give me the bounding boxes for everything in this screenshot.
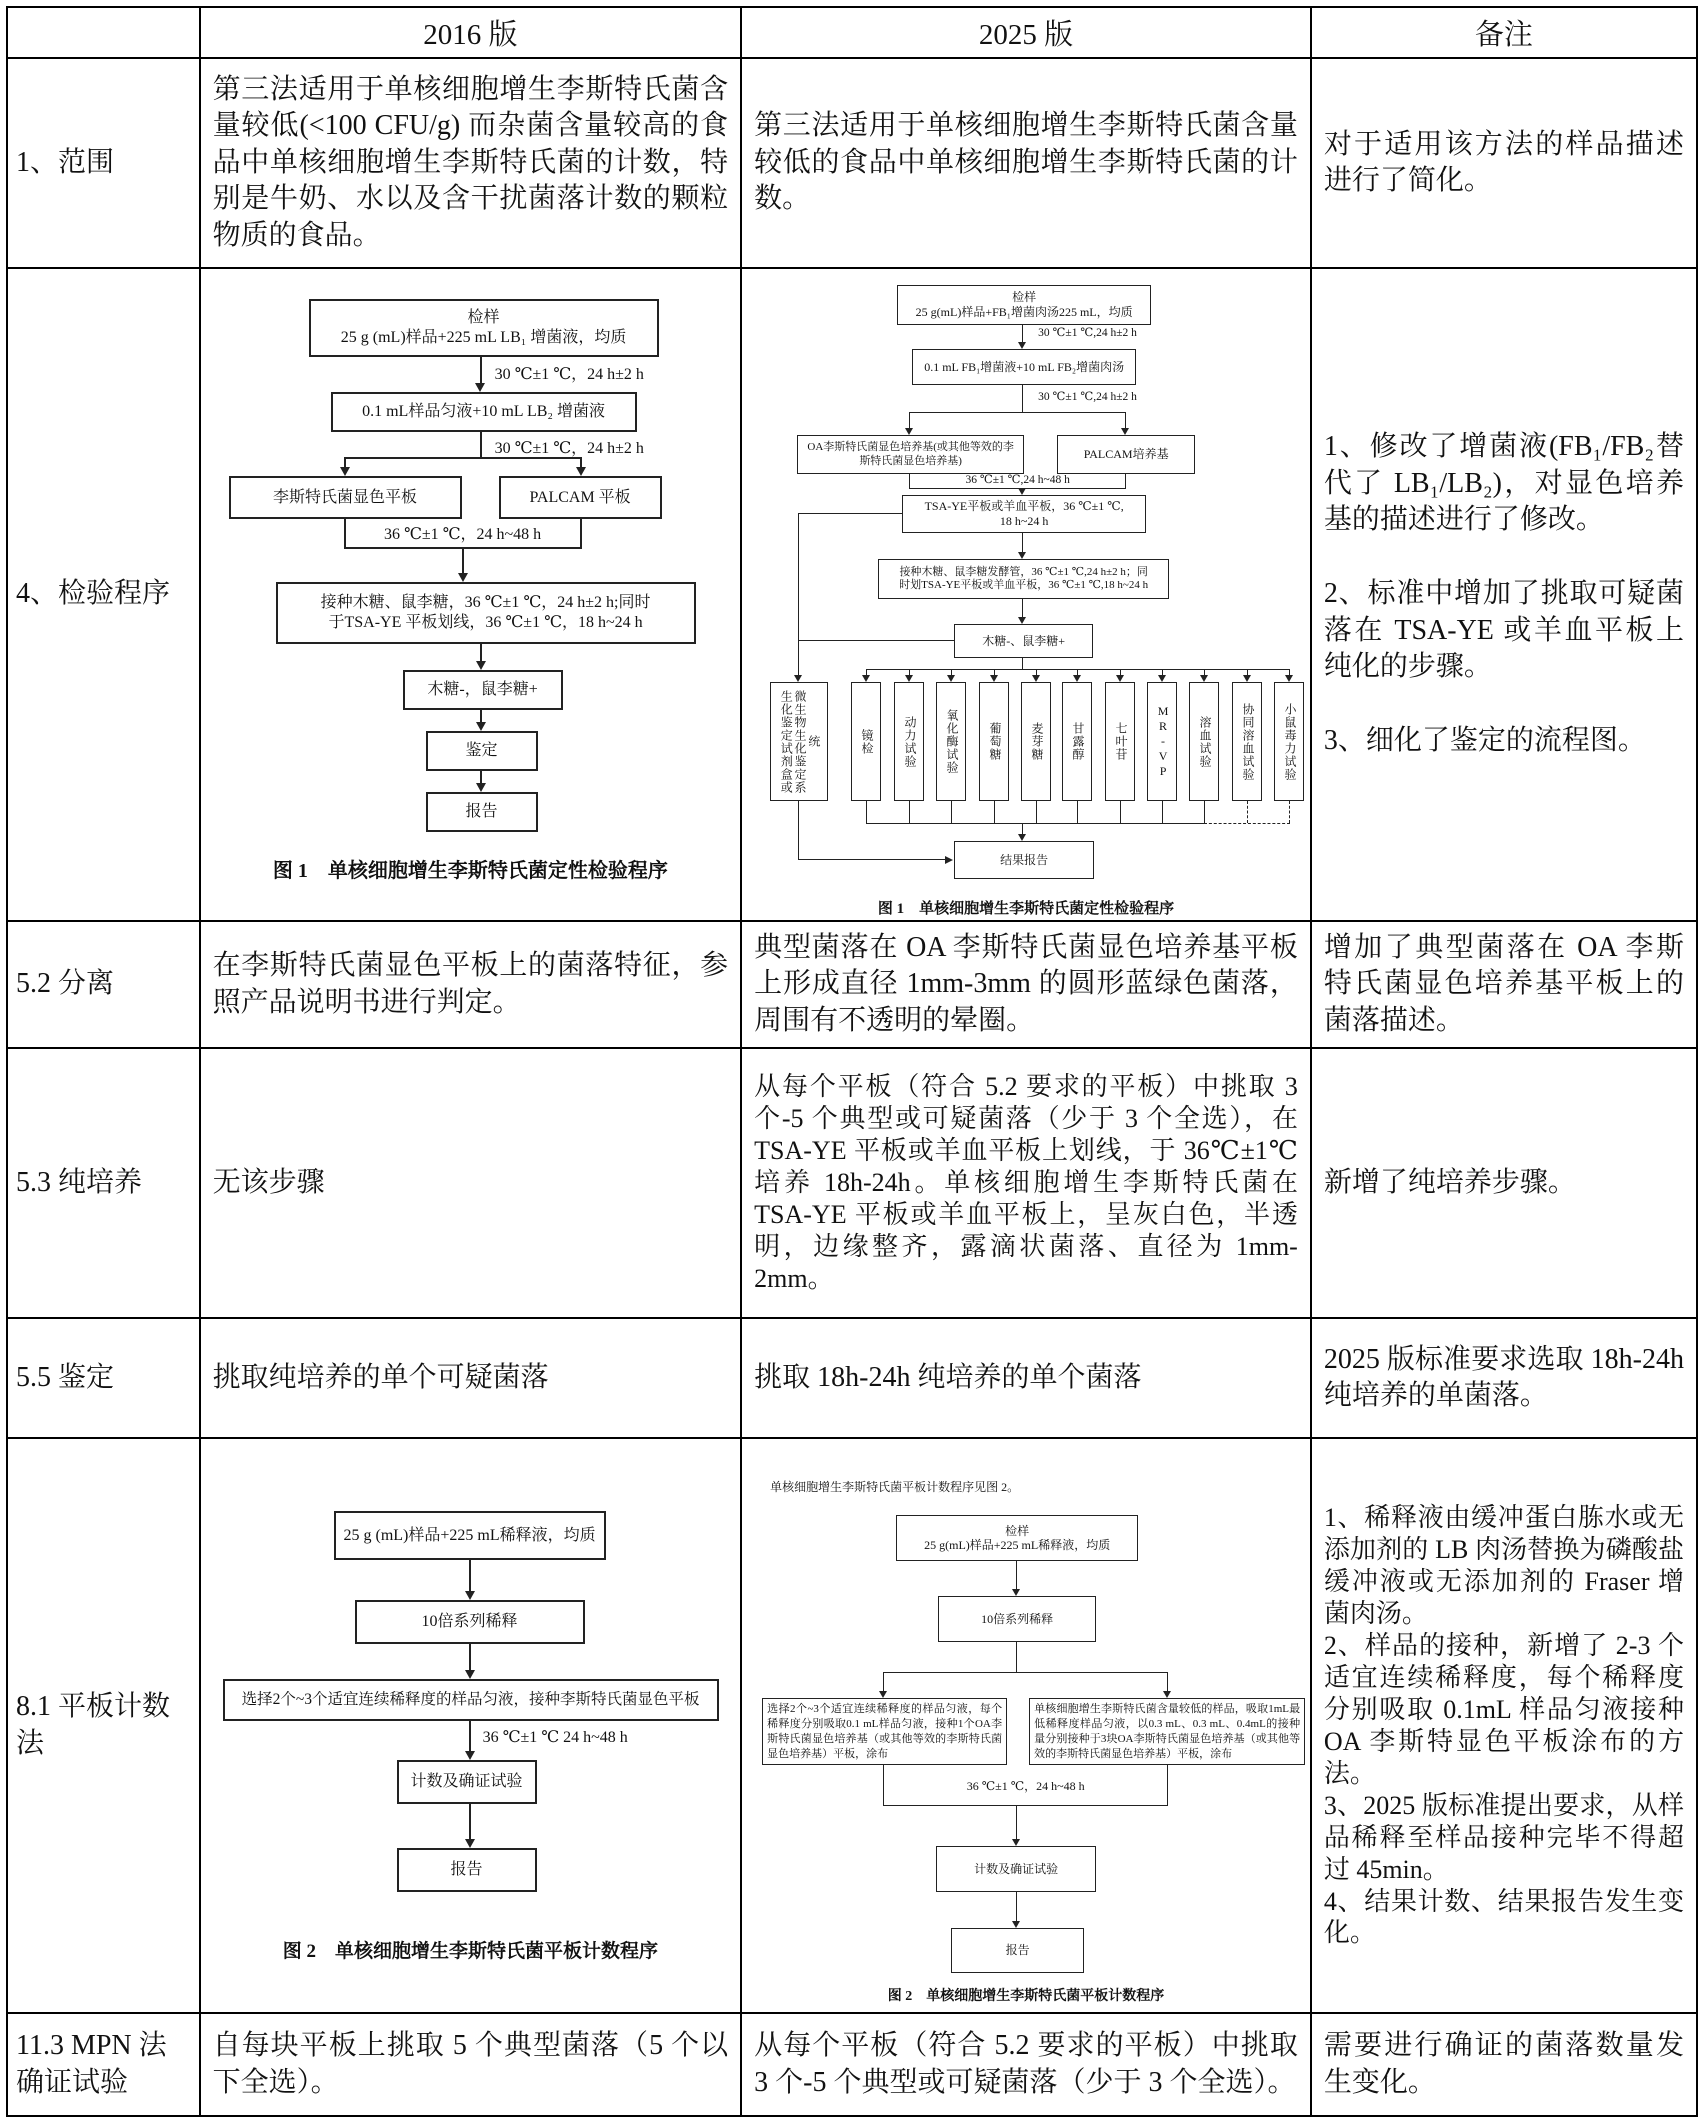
flow-connector	[1018, 617, 1026, 624]
flow-condition-label: 30 ℃±1 ℃，24 h±2 h	[494, 366, 644, 383]
flow-connector	[576, 467, 586, 476]
flow-connector	[465, 1591, 475, 1600]
flow-connector	[1163, 1691, 1171, 1698]
flow-connector	[1073, 675, 1081, 682]
flow-box-test: 麦芽糖	[1021, 682, 1051, 801]
flow-connector	[883, 1672, 884, 1691]
flow-connector	[1018, 834, 1026, 841]
flow-box-test: 协同溶血试验	[1232, 682, 1262, 801]
procedure-note-1: 1、修改了增菌液(FB₁/FB₂替代了 LB₁/LB₂)，对显色培养基的描述进行了修改。	[1323, 431, 1684, 535]
flow-connector	[1022, 385, 1023, 412]
flow-connector	[476, 661, 486, 670]
flow-connector	[1200, 675, 1208, 682]
flow-box-test: 小鼠毒力试验	[1274, 682, 1304, 801]
flow-condition-label: 36 ℃±1 ℃,24 h~48 h	[965, 474, 1070, 486]
flow-box-sugar-result: 木糖-，鼠李糖+	[403, 670, 563, 710]
scope-2016-text: 第三法适用于单核细胞增生李斯特氏菌含量较低(<100 CFU/g) 而杂菌含量较高的食品中单核细胞增生李斯特氏菌的计数，特别是牛奶、水以及含干扰菌落计数的颗粒物质的食品。	[200, 58, 742, 268]
flow-connector	[1012, 1839, 1020, 1846]
flow-connector	[1012, 1589, 1020, 1596]
flow-box-normal-inoculation: 选择2个~3个适宜连续稀释度的样品匀液，每个稀释度分别吸取0.1 mL样品匀液，接种1个OA李斯特氏菌显色培养基（或其他等效的李斯特氏菌显色培养基）平板，涂布	[762, 1698, 1007, 1765]
flow-connector	[1077, 801, 1078, 823]
figure2-2016-caption: 图 2 单核细胞增生李斯特氏菌平板计数程序	[282, 1941, 658, 1963]
flow-connector	[1016, 1805, 1017, 1839]
separation-2016-text: 在李斯特氏菌显色平板上的菌落特征，参照产品说明书进行判定。	[200, 921, 742, 1048]
procedure-note-text	[1311, 268, 1697, 921]
flow-box-report: 报告	[397, 1848, 537, 1892]
flow-connector	[990, 675, 998, 682]
pure-culture-2025-text: 从每个平板（符合 5.2 要求的平板）中挑取 3 个-5 个典型或可疑菌落（少于 3 个全选），在 TSA-YE 平板或羊血平板上划线，于 36℃±1℃培养 18h-24h。单核细胞增生李斯特氏菌在 TSA-YE 平板或羊血平板上，呈灰白色，半透明，边缘整齐，露滴状菌落、直径为 1mm-2mm。	[741, 1048, 1311, 1318]
flow-connector	[1018, 552, 1026, 559]
flow-box-oa-chromogenic: OA李斯特氏菌显色培养基(或其他等效的李斯特氏菌显色培养基)	[797, 435, 1024, 474]
col-header-2025: 2025 版	[741, 7, 1311, 58]
flow-box-count-confirm: 计数及确证试验	[936, 1846, 1096, 1892]
pure-culture-2016-text: 无该步骤	[200, 1048, 742, 1318]
flow-condition-label: 30 ℃±1 ℃,24 h±2 h	[1038, 391, 1137, 403]
flow-connector	[458, 573, 468, 582]
flow-connector	[476, 722, 486, 731]
plate-count-note-4: 4、结果计数、结果报告发生变化。	[1323, 1886, 1684, 1948]
flow-connector	[465, 1751, 475, 1760]
flow-connector	[1125, 412, 1126, 428]
procedure-note-3: 3、细化了鉴定的流程图。	[1323, 725, 1646, 757]
flow-connector	[1012, 1921, 1020, 1928]
row-label-mpn: 11.3 MPN 法确证试验	[7, 2013, 200, 2116]
flow-box-secondary-enrichment: 0.1 mL FB₁增菌液+10 mL FB₂增菌肉汤	[912, 349, 1136, 385]
mpn-2025-text: 从每个平板（符合 5.2 要求的平板）中挑取 3 个-5 个典型或可疑菌落（少于 3 个全选）。	[741, 2013, 1311, 2116]
flow-connector	[799, 640, 954, 641]
mpn-note-text: 需要进行确证的菌落数量发生变化。	[1311, 2013, 1697, 2116]
row-label-identification: 5.5 鉴定	[7, 1318, 200, 1438]
flow-box-sample-dilution: 25 g (mL)样品+225 mL稀释液，均质	[334, 1511, 606, 1560]
flow-connector	[340, 467, 350, 476]
flow-connector	[879, 1691, 887, 1698]
scope-note-text: 对于适用该方法的样品描述进行了简化。	[1311, 58, 1697, 268]
flow-connector	[465, 1839, 475, 1848]
flow-connector	[866, 823, 1204, 824]
flow-connector	[344, 457, 582, 459]
figure2-intro-text: 单核细胞增生李斯特氏菌平板计数程序见图 2。	[770, 1480, 1020, 1495]
flow-connector	[1022, 533, 1023, 552]
figure1-2025-caption: 图 1 单核细胞增生李斯特氏菌定性检验程序	[877, 901, 1175, 917]
flow-connector	[866, 801, 867, 823]
flow-connector	[469, 1804, 471, 1839]
flow-connector	[1289, 801, 1290, 823]
flow-connector	[480, 357, 482, 383]
flow-box-biochemical-kit: 生化鉴定试剂盒或微生物生化鉴定系统	[770, 682, 828, 801]
row-label-scope: 1、范围	[7, 58, 200, 268]
flow-connector	[1158, 675, 1166, 682]
flow-connector	[1022, 658, 1023, 669]
flow-connector	[476, 783, 486, 792]
flow-box-inoculate-plates: 选择2个~3个适宜连续稀释度的样品匀液，接种李斯特氏菌显色平板	[223, 1679, 719, 1721]
flow-condition-label: 36 ℃±1 ℃，24 h~48 h	[966, 1779, 1085, 1794]
flow-connector	[1016, 1561, 1017, 1589]
flow-connector	[469, 1721, 471, 1751]
flow-connector	[798, 801, 799, 860]
comparison-table	[6, 6, 1698, 2117]
row-label-separation: 5.2 分离	[7, 921, 200, 1048]
flow-box-serial-dilution: 10倍系列稀释	[355, 1600, 585, 1644]
flow-box-sample-dilution: 检样 25 g(mL)样品+225 mL稀释液，均质	[896, 1515, 1138, 1561]
identification-2025-text: 挑取 18h-24h 纯培养的单个菌落	[741, 1318, 1311, 1438]
flow-connector	[475, 383, 485, 392]
flow-connector	[1016, 1642, 1017, 1672]
flow-box-palcam: PALCAM培养基	[1057, 435, 1195, 474]
flow-connector	[1022, 599, 1023, 617]
flow-connector	[798, 513, 799, 675]
flow-box-result-report: 结果报告	[954, 841, 1094, 879]
flow-connector	[1018, 342, 1026, 349]
flow-connector	[905, 428, 913, 435]
flow-box-sugar-result: 木糖-、鼠李糖+	[954, 624, 1093, 658]
figure1-2016-caption: 图 1 单核细胞增生李斯特氏菌定性检验程序	[272, 860, 668, 882]
flow-box-test: 溶血试验	[1189, 682, 1219, 801]
figure2-2025-caption: 图 2 单核细胞增生李斯特氏菌平板计数程序	[887, 1989, 1165, 2005]
flow-box-serial-dilution: 10倍系列稀释	[938, 1596, 1096, 1642]
corner-cell	[7, 7, 200, 58]
separation-2025-text: 典型菌落在 OA 李斯特氏菌显色培养基平板上形成直径 1mm-3mm 的圆形蓝绿色菌落，周围有不透明的晕圈。	[741, 921, 1311, 1048]
flow-connector	[465, 1670, 475, 1679]
flow-connector	[1022, 325, 1023, 342]
flow-connector	[794, 675, 802, 682]
flow-connector	[994, 801, 995, 823]
flow-connector	[480, 771, 482, 783]
procedure-note-2: 2、标准中增加了挑取可疑菌落在 TSA-YE 或羊血平板上纯化的步骤。	[1323, 578, 1684, 683]
flow-box-test: 氧化酶试验	[936, 682, 966, 801]
flow-box-test: 甘露醇	[1062, 682, 1092, 801]
plate-count-note-text	[1311, 1438, 1697, 2013]
flow-connector	[1016, 1892, 1017, 1921]
flow-connector	[1204, 823, 1290, 824]
scope-2025-text: 第三法适用于单核细胞增生李斯特氏菌含量较低的食品中单核细胞增生李斯特氏菌的计数。	[741, 58, 1311, 268]
flow-connector	[1204, 801, 1205, 823]
flow-connector	[945, 856, 953, 864]
identification-note-text: 2025 版标准要求选取 18h-24h 纯培养的单菌落。	[1311, 1318, 1697, 1438]
flow-condition-label: 30 ℃±1 ℃，24 h±2 h	[494, 440, 644, 457]
flow-connector	[909, 412, 1126, 413]
flow-connector	[1018, 488, 1026, 495]
flow-connector	[1243, 675, 1251, 682]
flow-connector	[1247, 801, 1248, 823]
flow-connector	[480, 432, 482, 457]
flow-connector	[951, 801, 952, 823]
flow-box-chromogenic-plate: 李斯特氏菌显色平板	[229, 476, 462, 519]
flow-box-sample: 检样 25 g(mL)样品+FB₁增菌肉汤225 mL，均质	[897, 285, 1151, 325]
flow-box-tsa-ye-plate: TSA-YE平板或羊血平板，36 ℃±1 ℃, 18 h~24 h	[902, 495, 1146, 533]
plate-count-note-3: 3、2025 版标准提出要求，从样品稀释至样品接种完毕不得超过 45min。	[1323, 1790, 1684, 1884]
flow-connector	[947, 675, 955, 682]
flow-connector	[480, 710, 482, 722]
flow-connector	[1167, 1672, 1168, 1691]
flow-condition-label: 36 ℃±1 ℃ 24 h~48 h	[482, 1729, 628, 1747]
flow-box-low-count-inoculation: 单核细胞增生李斯特氏菌含量较低的样品，吸取1mL最低稀释度样品匀液，以0.3 mL、0.3 mL、0.4mL的接种量分别接种于3块OA李斯特氏菌显色培养基（或其他等效的李斯特氏菌显色培养基）平板，涂布	[1029, 1698, 1305, 1765]
flow-box-report: 报告	[426, 792, 538, 832]
flow-connector	[883, 1805, 1168, 1806]
row-label-pure-culture: 5.3 纯培养	[7, 1048, 200, 1318]
row-label-procedure: 4、检验程序	[7, 268, 200, 921]
flow-connector	[1285, 675, 1293, 682]
plate-count-note-1: 1、稀释液由缓冲蛋白胨水或无添加剂的 LB 肉汤替换为磷酸盐缓冲液或无添加剂的 Fraser 增菌肉汤。	[1323, 1502, 1684, 1628]
col-header-note: 备注	[1311, 7, 1697, 58]
flow-connector	[1022, 823, 1023, 834]
flow-connector	[469, 1644, 471, 1670]
flow-box-sugar-inoculation: 接种木糖、鼠李糖，36 ℃±1 ℃，24 h±2 h;同时 于TSA-YE 平板划线，36 ℃±1 ℃，18 h~24 h	[276, 582, 696, 644]
flow-condition-label: 36 ℃±1 ℃，24 h~48 h	[383, 526, 542, 543]
flow-connector	[1162, 801, 1163, 823]
col-header-2016: 2016 版	[200, 7, 742, 58]
flow-connector	[1032, 675, 1040, 682]
flow-connector	[1120, 801, 1121, 823]
flow-connector	[909, 412, 910, 428]
flow-connector	[883, 1672, 1168, 1673]
flow-box-test: 镜检	[851, 682, 881, 801]
flow-connector	[469, 1560, 471, 1591]
plate-count-note-2: 2、样品的接种，新增了 2-3 个适宜连续稀释度，每个稀释度分别吸取 0.1mL 样品匀液接种 OA 李斯特显色平板涂布的方法。	[1323, 1630, 1684, 1788]
flow-connector	[862, 675, 870, 682]
flow-box-count-confirm: 计数及确证试验	[397, 1760, 537, 1804]
pure-culture-note-text: 新增了纯培养步骤。	[1311, 1048, 1697, 1318]
flow-connector	[462, 547, 464, 573]
mpn-2016-text: 自每块平板上挑取 5 个典型菌落（5 个以下全选）。	[200, 2013, 742, 2116]
flow-connector	[1116, 675, 1124, 682]
flow-box-sugar-inoculation: 接种木糖、鼠李糖发酵管，36 ℃±1 ℃,24 h±2 h；同 时划TSA-YE平板或羊血平板，36 ℃±1 ℃,18 h~24 h	[878, 559, 1169, 599]
row-label-plate-count: 8.1 平板计数法	[7, 1438, 200, 2013]
flow-box-palcam-plate: PALCAM 平板	[499, 476, 662, 519]
flow-box-identification: 鉴定	[426, 731, 538, 771]
flow-connector	[480, 644, 482, 661]
flow-connector	[1121, 428, 1129, 435]
flow-box-secondary-enrichment: 0.1 mL样品匀液+10 mL LB₂ 增菌液	[331, 392, 637, 432]
flow-box-test: MR-VP	[1147, 682, 1177, 801]
flow-connector	[905, 675, 913, 682]
flow-box-sample: 检样 25 g (mL)样品+225 mL LB₁ 增菌液，均质	[309, 299, 659, 357]
flow-box-test: 动力试验	[894, 682, 924, 801]
flow-box-report: 报告	[951, 1928, 1084, 1973]
separation-note-text: 增加了典型菌落在 OA 李斯特氏菌显色培养基平板上的菌落描述。	[1311, 921, 1697, 1048]
flow-condition-label: 30 ℃±1 ℃,24 h±2 h	[1038, 327, 1137, 339]
flow-connector	[799, 513, 902, 514]
flow-connector	[909, 801, 910, 823]
flow-box-test: 葡萄糖	[979, 682, 1009, 801]
flow-connector	[799, 859, 945, 860]
flow-connector	[1036, 801, 1037, 823]
flow-box-test: 七叶苷	[1105, 682, 1135, 801]
identification-2016-text: 挑取纯培养的单个可疑菌落	[200, 1318, 742, 1438]
